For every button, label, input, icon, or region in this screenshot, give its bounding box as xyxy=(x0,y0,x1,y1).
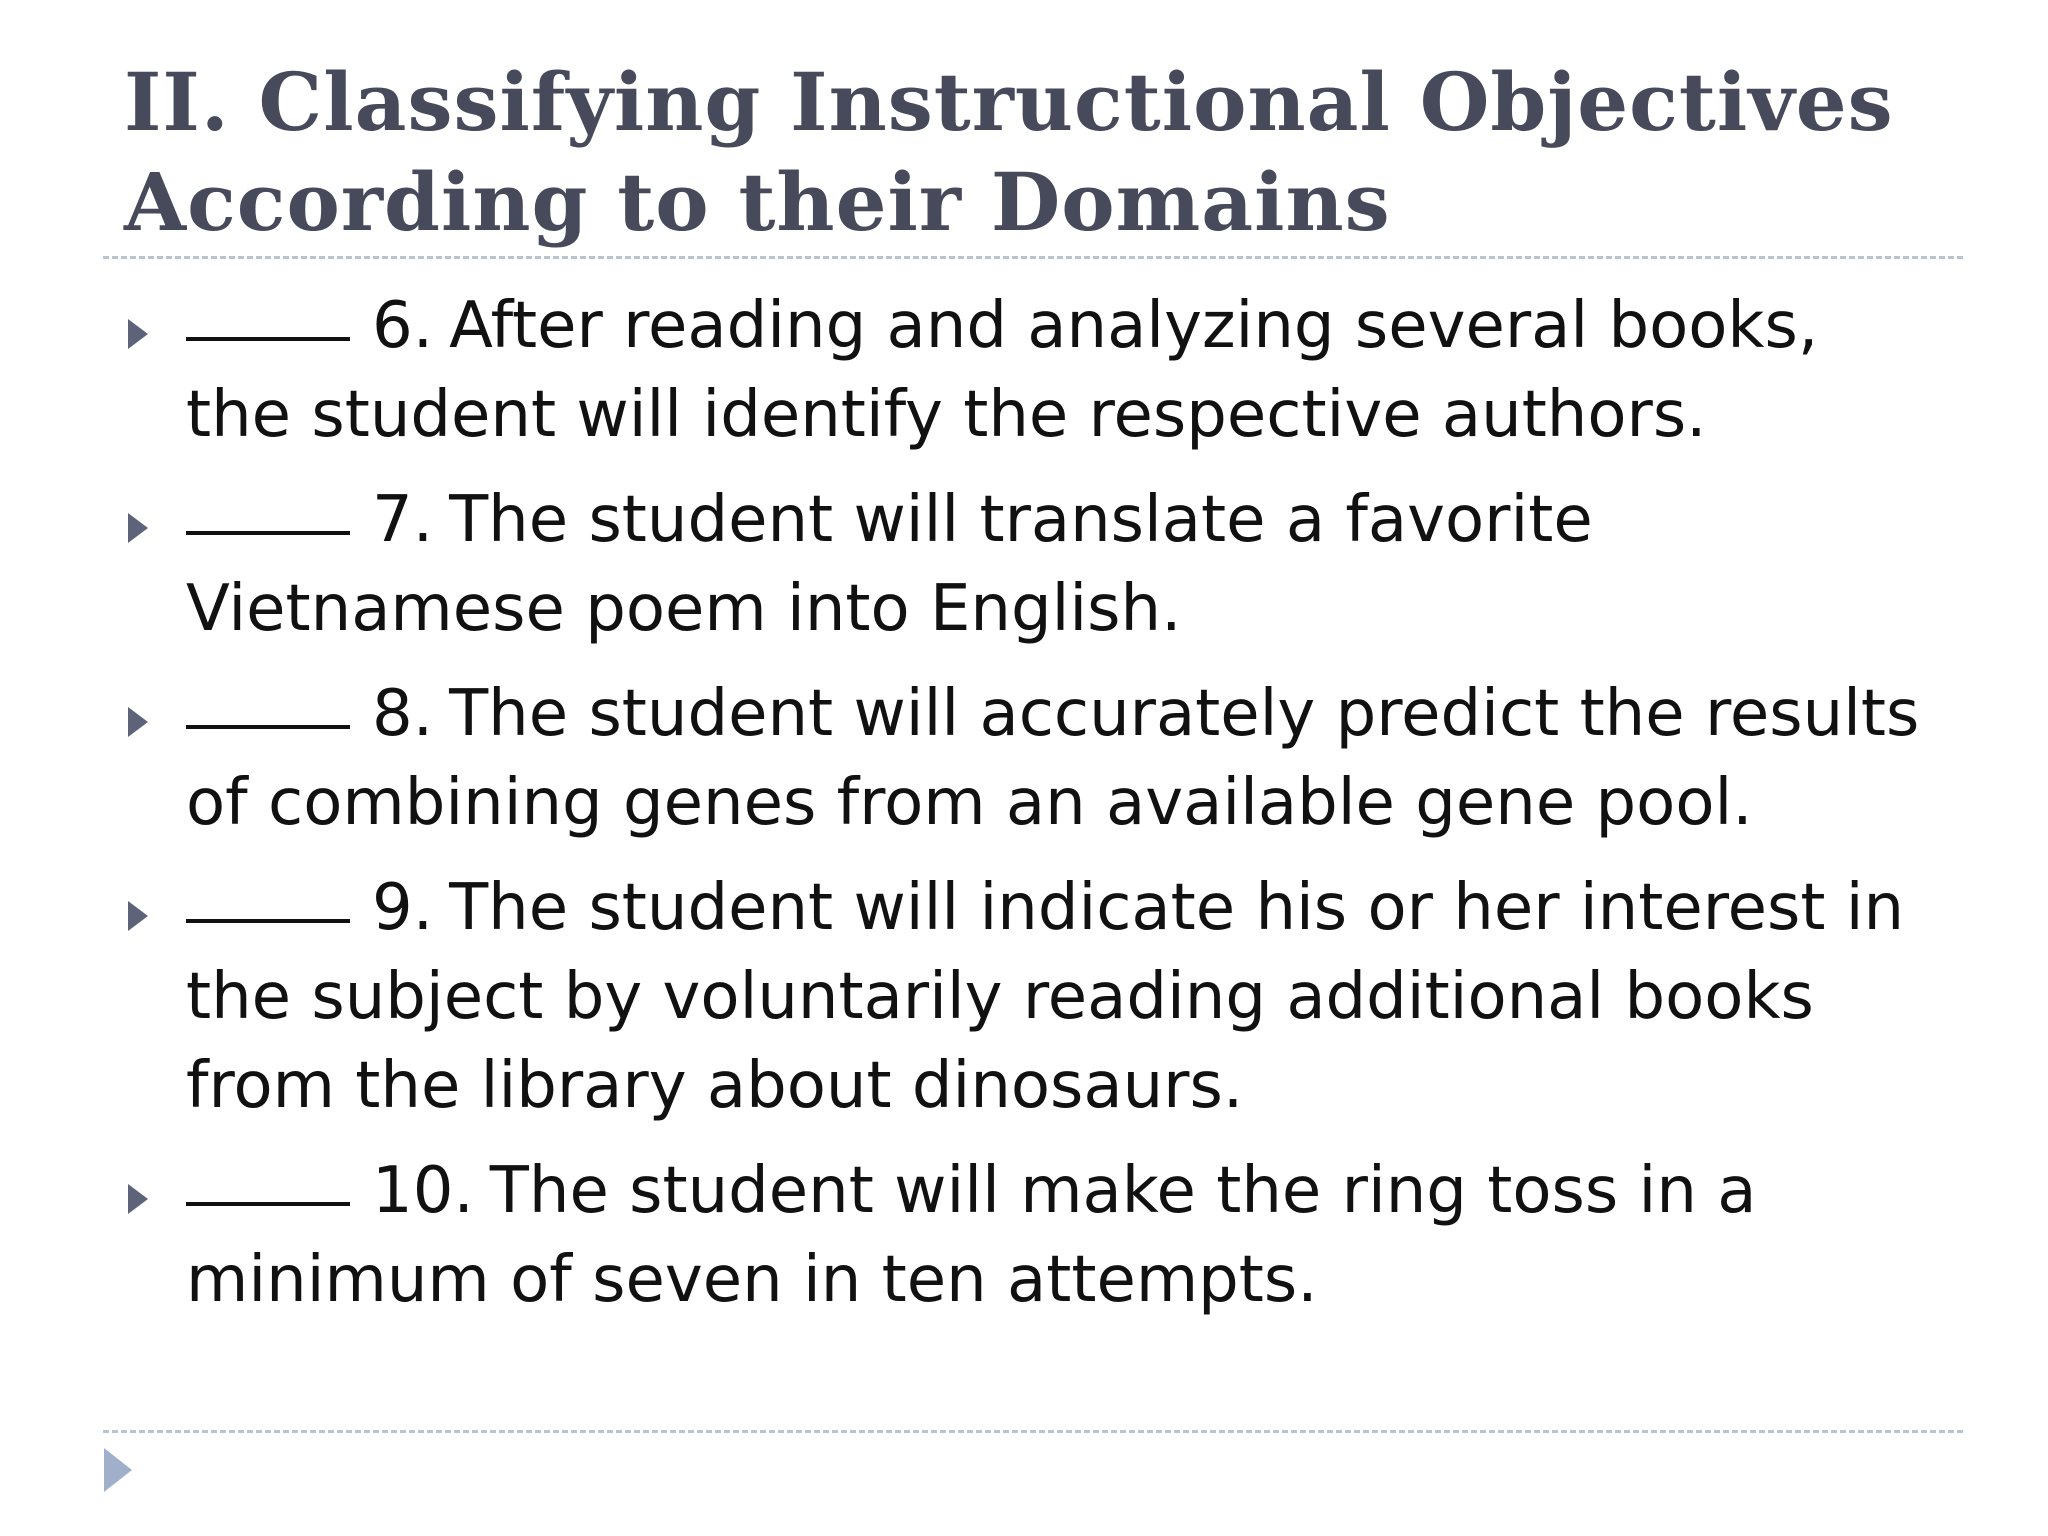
objective-text: The student will indicate his or her interest in the subject by voluntarily reading additional books from the library about dinosaurs. xyxy=(186,871,1905,1123)
triangle-bullet-icon xyxy=(128,319,148,349)
objective-item-6 xyxy=(120,282,1920,460)
title-line-1: II. Classifying Instructional Objectives xyxy=(124,55,1894,149)
triangle-bullet-icon xyxy=(128,1184,148,1214)
slide-title xyxy=(124,52,1984,252)
objective-number: 6. xyxy=(372,289,434,363)
play-arrow-icon[interactable] xyxy=(104,1448,132,1492)
objective-text: The student will make the ring toss in a minimum of seven in ten attempts. xyxy=(186,1154,1757,1317)
objective-number: 7. xyxy=(372,483,434,557)
title-line-2: According to their Domains xyxy=(124,155,1391,249)
objective-number: 8. xyxy=(372,677,434,751)
objective-item-8 xyxy=(120,670,1920,848)
objective-text: The student will translate a favorite Vietnamese poem into English. xyxy=(186,483,1593,646)
answer-blank xyxy=(186,337,350,341)
answer-blank xyxy=(186,1202,350,1206)
triangle-bullet-icon xyxy=(128,513,148,543)
triangle-bullet-icon xyxy=(128,901,148,931)
answer-blank xyxy=(186,919,350,923)
objective-text: The student will accurately predict the results of combining genes from an available gene pool. xyxy=(186,677,1920,840)
objective-item-10 xyxy=(120,1147,1920,1325)
title-divider xyxy=(103,256,1963,259)
answer-blank xyxy=(186,725,350,729)
answer-blank xyxy=(186,531,350,535)
objective-item-9 xyxy=(120,864,1920,1131)
objective-text: After reading and analyzing several books, the student will identify the respective authors. xyxy=(186,289,1819,452)
objective-number: 10. xyxy=(372,1154,474,1228)
triangle-bullet-icon xyxy=(128,707,148,737)
objective-item-7 xyxy=(120,476,1920,654)
objective-list xyxy=(120,282,1920,1341)
objective-number: 9. xyxy=(372,871,434,945)
footer-divider xyxy=(103,1430,1963,1433)
